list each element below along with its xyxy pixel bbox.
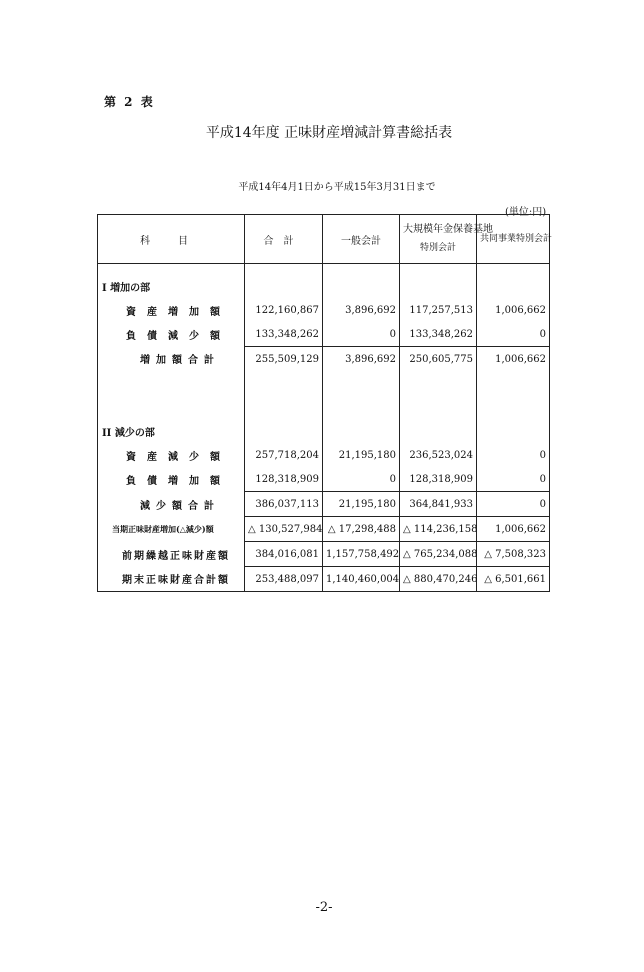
table-row bbox=[98, 274, 550, 298]
cell bbox=[245, 371, 323, 419]
cell: 236,523,024 bbox=[400, 443, 477, 467]
cell bbox=[400, 419, 477, 443]
cell: 386,037,113 bbox=[245, 492, 323, 517]
row-label: 前期繰越正味財産額 bbox=[98, 542, 245, 567]
row-label: 期末正味財産合計額 bbox=[98, 567, 245, 592]
cell: 128,318,909 bbox=[400, 467, 477, 492]
cell: 253,488,097 bbox=[245, 567, 323, 592]
row-label: 資産増加額 bbox=[98, 298, 245, 322]
cell: 250,605,775 bbox=[400, 347, 477, 372]
cell bbox=[477, 274, 550, 298]
cell: △ 114,236,158 bbox=[400, 517, 477, 542]
table-row bbox=[98, 567, 550, 592]
cell: 117,257,513 bbox=[400, 298, 477, 322]
cell: 384,016,081 bbox=[245, 542, 323, 567]
row-label bbox=[98, 371, 245, 419]
table-row bbox=[98, 322, 550, 347]
table-row bbox=[98, 467, 550, 492]
cell: 1,157,758,492 bbox=[323, 542, 400, 567]
cell bbox=[477, 371, 550, 419]
cell bbox=[400, 274, 477, 298]
cell bbox=[400, 371, 477, 419]
header-row bbox=[98, 215, 550, 264]
header-pension bbox=[400, 215, 493, 264]
row-label: 増加額合計 bbox=[98, 347, 245, 372]
cell: 1,006,662 bbox=[477, 347, 550, 372]
row-label: II 減少の部 bbox=[98, 419, 245, 443]
document-title: 平成14年度 正味財産増減計算書総括表 bbox=[205, 125, 453, 141]
cell: △ 765,234,088 bbox=[400, 542, 477, 567]
row-label: 資産減少額 bbox=[98, 443, 245, 467]
table-row bbox=[98, 492, 550, 517]
cell: 255,509,129 bbox=[245, 347, 323, 372]
cell: △ 130,527,984 bbox=[245, 517, 323, 542]
cell: 0 bbox=[323, 322, 400, 347]
cell bbox=[245, 419, 323, 443]
cell bbox=[477, 419, 550, 443]
row-label: 負債減少額 bbox=[98, 322, 245, 347]
table-row bbox=[98, 542, 550, 567]
cell: 3,896,692 bbox=[323, 347, 400, 372]
cell bbox=[323, 274, 400, 298]
page-number: -2- bbox=[315, 900, 333, 915]
cell: △ 6,501,661 bbox=[477, 567, 550, 592]
header-item: 科目 bbox=[98, 215, 245, 264]
row-label: I 増加の部 bbox=[98, 274, 245, 298]
cell: 1,006,662 bbox=[477, 517, 550, 542]
cell: 0 bbox=[477, 322, 550, 347]
cell: 364,841,933 bbox=[400, 492, 477, 517]
cell: 0 bbox=[477, 492, 550, 517]
table-row bbox=[98, 347, 550, 372]
cell: 21,195,180 bbox=[323, 443, 400, 467]
cell: 0 bbox=[323, 467, 400, 492]
cell: 1,006,662 bbox=[477, 298, 550, 322]
cell bbox=[245, 274, 323, 298]
row-label: 当期正味財産増加(△減少)額 bbox=[98, 517, 245, 542]
table-row bbox=[98, 443, 550, 467]
cell: 128,318,909 bbox=[245, 467, 323, 492]
cell: △ 7,508,323 bbox=[477, 542, 550, 567]
cell: 133,348,262 bbox=[245, 322, 323, 347]
table-number-label: 第 2 表 bbox=[104, 95, 155, 109]
summary-table bbox=[97, 214, 553, 592]
header-general: 一般会計 bbox=[323, 215, 400, 264]
header-pension-line1: 大規模年金保養基地 bbox=[403, 224, 493, 235]
row-label: 減少額合計 bbox=[98, 492, 245, 517]
spacer-row bbox=[98, 264, 550, 275]
cell: 133,348,262 bbox=[400, 322, 477, 347]
table-row bbox=[98, 517, 550, 542]
table-row bbox=[98, 371, 550, 419]
header-total: 合計 bbox=[245, 215, 323, 264]
table-row bbox=[98, 298, 550, 322]
unit-label: (単位:円) bbox=[505, 207, 547, 218]
cell: 1,140,460,004 bbox=[323, 567, 400, 592]
cell: 257,718,204 bbox=[245, 443, 323, 467]
cell bbox=[323, 371, 400, 419]
cell: 3,896,692 bbox=[323, 298, 400, 322]
cell: 21,195,180 bbox=[323, 492, 400, 517]
table-row bbox=[98, 419, 550, 443]
header-pension-line2: 特別会計 bbox=[419, 243, 456, 253]
cell bbox=[323, 419, 400, 443]
cell: 0 bbox=[477, 443, 550, 467]
cell: △ 17,298,488 bbox=[323, 517, 400, 542]
cell: 122,160,867 bbox=[245, 298, 323, 322]
period-text: 平成14年4月1日から平成15年3月31日まで bbox=[238, 182, 436, 193]
cell: 0 bbox=[477, 467, 550, 492]
row-label: 負債増加額 bbox=[98, 467, 245, 492]
cell: △ 880,470,246 bbox=[400, 567, 477, 592]
header-joint: 共同事業特別会計 bbox=[477, 215, 550, 264]
